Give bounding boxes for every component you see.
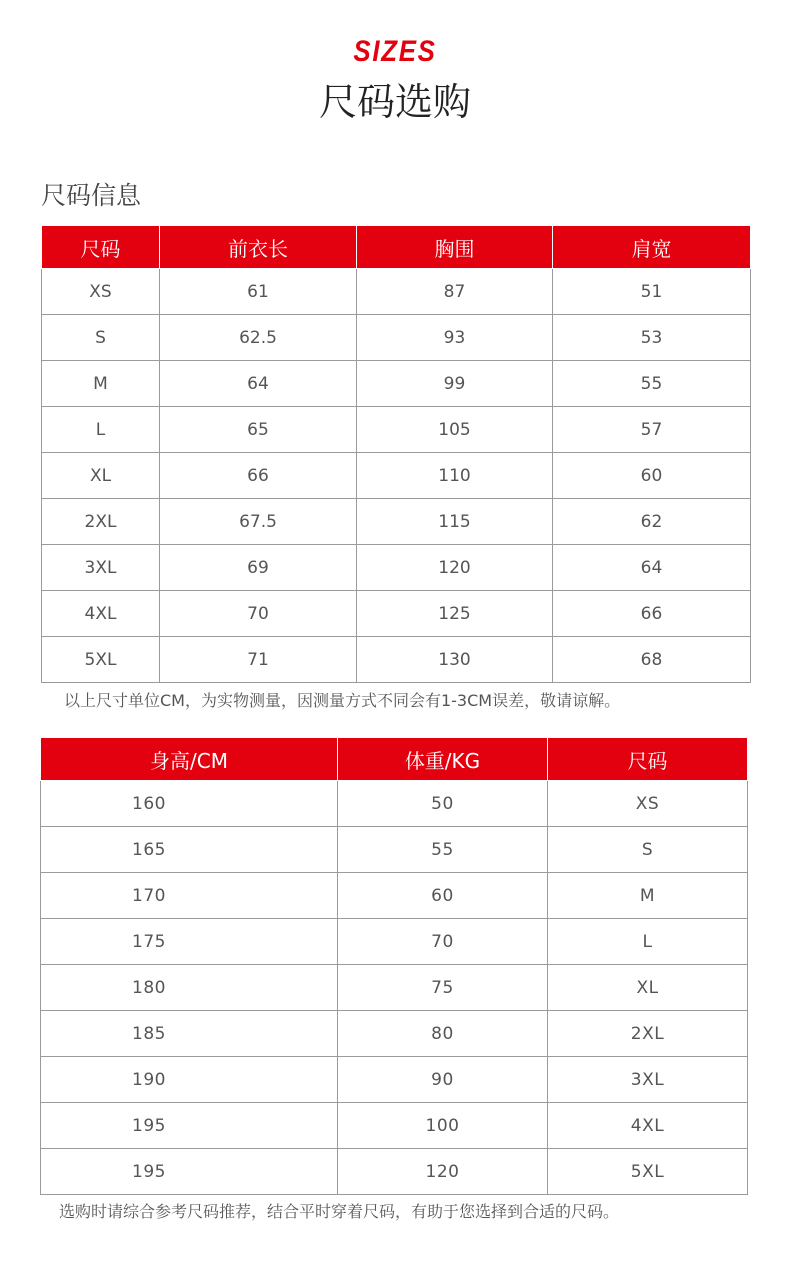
size-info-header-size: 尺码 (42, 226, 160, 269)
shoulder-cell: 68 (553, 637, 751, 683)
height-cell: 185 (41, 1011, 338, 1057)
table-row (42, 315, 751, 361)
weight-cell: 120 (338, 1149, 548, 1195)
weight-cell: 70 (338, 919, 548, 965)
size-cell: XS (548, 781, 748, 827)
weight-cell: 55 (338, 827, 548, 873)
table-row (42, 361, 751, 407)
size-cell: L (42, 407, 160, 453)
table-row (41, 1103, 748, 1149)
length-cell: 61 (160, 269, 357, 315)
size-cell: 2XL (548, 1011, 748, 1057)
size-cell: S (42, 315, 160, 361)
size-info-header-chest: 胸围 (357, 226, 553, 269)
weight-cell: 100 (338, 1103, 548, 1149)
chest-cell: 125 (357, 591, 553, 637)
table-row (42, 407, 751, 453)
table-row (41, 873, 748, 919)
weight-cell: 50 (338, 781, 548, 827)
table-row (42, 499, 751, 545)
table-row (42, 637, 751, 683)
shoulder-cell: 53 (553, 315, 751, 361)
size-cell: 3XL (42, 545, 160, 591)
recommend-table (40, 737, 748, 1195)
length-cell: 69 (160, 545, 357, 591)
length-cell: 70 (160, 591, 357, 637)
recommend-header-height: 身高/CM (41, 738, 338, 781)
recommend-header-row (41, 738, 748, 781)
length-cell: 71 (160, 637, 357, 683)
shoulder-cell: 64 (553, 545, 751, 591)
table-row (42, 453, 751, 499)
table-row (41, 965, 748, 1011)
size-cell: 4XL (42, 591, 160, 637)
size-info-title: 尺码信息 (41, 181, 142, 210)
height-cell: 190 (41, 1057, 338, 1103)
chest-cell: 130 (357, 637, 553, 683)
size-cell: 5XL (42, 637, 160, 683)
size-info-header-row (42, 226, 751, 269)
header-title-cn: 尺码选购 (318, 80, 471, 124)
shoulder-cell: 51 (553, 269, 751, 315)
size-cell: S (548, 827, 748, 873)
height-cell: 170 (41, 873, 338, 919)
recommend-header-size: 尺码 (548, 738, 748, 781)
weight-cell: 75 (338, 965, 548, 1011)
size-info-header-length: 前衣长 (160, 226, 357, 269)
table-row (41, 1011, 748, 1057)
chest-cell: 93 (357, 315, 553, 361)
shoulder-cell: 66 (553, 591, 751, 637)
recommend-header-weight: 体重/KG (338, 738, 548, 781)
shoulder-cell: 55 (553, 361, 751, 407)
table-row (41, 1057, 748, 1103)
height-cell: 160 (41, 781, 338, 827)
height-cell: 195 (41, 1103, 338, 1149)
length-cell: 62.5 (160, 315, 357, 361)
chest-cell: 99 (357, 361, 553, 407)
height-cell: 195 (41, 1149, 338, 1195)
shoulder-cell: 60 (553, 453, 751, 499)
size-cell: M (42, 361, 160, 407)
height-cell: 165 (41, 827, 338, 873)
shoulder-cell: 62 (553, 499, 751, 545)
size-cell: 2XL (42, 499, 160, 545)
weight-cell: 60 (338, 873, 548, 919)
header-title-en: SIZES (353, 35, 437, 68)
height-cell: 180 (41, 965, 338, 1011)
size-cell: 4XL (548, 1103, 748, 1149)
length-cell: 65 (160, 407, 357, 453)
table-row (41, 781, 748, 827)
size-cell: 5XL (548, 1149, 748, 1195)
weight-cell: 80 (338, 1011, 548, 1057)
recommend-note: 选购时请综合参考尺码推荐，结合平时穿着尺码，有助于您选择到合适的尺码。 (59, 1202, 620, 1221)
size-info-note: 以上尺寸单位CM，为实物测量，因测量方式不同会有1-3CM误差，敬请谅解。 (64, 691, 621, 710)
size-info-table (41, 225, 751, 683)
table-row (41, 1149, 748, 1195)
length-cell: 64 (160, 361, 357, 407)
table-row (41, 919, 748, 965)
shoulder-cell: 57 (553, 407, 751, 453)
size-cell: M (548, 873, 748, 919)
size-info-header-shoulder: 肩宽 (553, 226, 751, 269)
table-row (42, 591, 751, 637)
length-cell: 67.5 (160, 499, 357, 545)
size-cell: L (548, 919, 748, 965)
chest-cell: 105 (357, 407, 553, 453)
chest-cell: 87 (357, 269, 553, 315)
table-row (42, 269, 751, 315)
length-cell: 66 (160, 453, 357, 499)
chest-cell: 110 (357, 453, 553, 499)
size-cell: 3XL (548, 1057, 748, 1103)
table-row (41, 827, 748, 873)
height-cell: 175 (41, 919, 338, 965)
size-cell: XL (548, 965, 748, 1011)
size-cell: XS (42, 269, 160, 315)
table-row (42, 545, 751, 591)
size-cell: XL (42, 453, 160, 499)
chest-cell: 120 (357, 545, 553, 591)
weight-cell: 90 (338, 1057, 548, 1103)
chest-cell: 115 (357, 499, 553, 545)
